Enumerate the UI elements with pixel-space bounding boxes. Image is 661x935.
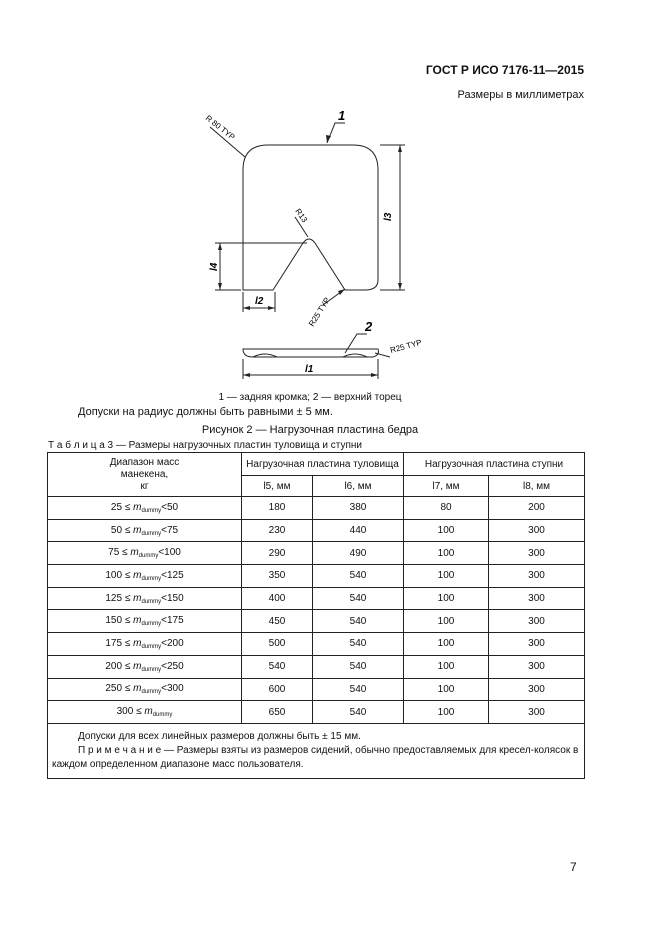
mass-range-cell: $300 \le m_{dummy}$ xyxy=(48,701,242,724)
table-row xyxy=(48,610,585,633)
l7-cell: 100 xyxy=(404,701,489,724)
arrow xyxy=(243,306,250,310)
l5-cell: 540 xyxy=(242,655,313,678)
radius-side-label: R25 TYP xyxy=(389,337,423,355)
mass-range-cell: $100 \le m_{dummy}<125$ xyxy=(48,565,242,588)
l6-cell: 540 xyxy=(313,678,404,701)
arrow xyxy=(398,283,402,290)
l6-cell: 540 xyxy=(313,587,404,610)
header-l7: l7, мм xyxy=(404,476,489,497)
l5-cell: 180 xyxy=(242,497,313,520)
l6-cell: 380 xyxy=(313,497,404,520)
l7-cell: 100 xyxy=(404,678,489,701)
arrow xyxy=(218,283,222,290)
header-l8: l8, мм xyxy=(489,476,585,497)
l5-cell: 400 xyxy=(242,587,313,610)
mass-range-cell: $125 \le m_{dummy}<150$ xyxy=(48,587,242,610)
figure-caption: Рисунок 2 — Нагрузочная пластина бедра xyxy=(201,424,419,436)
mass-range-cell: $200 \le m_{dummy}<250$ xyxy=(48,655,242,678)
arrow xyxy=(268,306,275,310)
callout-1-leader xyxy=(327,123,345,143)
l7-cell: 100 xyxy=(404,587,489,610)
l7-cell: 100 xyxy=(404,655,489,678)
arrow xyxy=(326,135,331,143)
mass-range-cell: $50 \le m_{dummy}<75$ xyxy=(48,519,242,542)
dimensions-table xyxy=(47,452,585,779)
radius-bottom-label: R25 TYP xyxy=(307,295,332,329)
l5-cell: 600 xyxy=(242,678,313,701)
table-row xyxy=(48,655,585,678)
dim-l4-line xyxy=(215,243,307,290)
l8-cell: 300 xyxy=(489,678,585,701)
table-row xyxy=(48,701,585,724)
l7-cell: 100 xyxy=(404,519,489,542)
table-row xyxy=(48,542,585,565)
l8-cell: 300 xyxy=(489,519,585,542)
l6-cell: 440 xyxy=(313,519,404,542)
figure-legend: 1 — задняя кромка; 2 — верхний торец xyxy=(218,392,402,403)
table-footnote xyxy=(52,744,580,772)
l8-cell: 300 xyxy=(489,633,585,656)
table-row xyxy=(48,587,585,610)
l7-cell: 80 xyxy=(404,497,489,520)
l6-cell: 540 xyxy=(313,633,404,656)
mass-range-cell: $25 \le m_{dummy}<50$ xyxy=(48,497,242,520)
arrow xyxy=(243,373,250,377)
dim-l4-label: l4 xyxy=(209,262,220,271)
l5-cell: 650 xyxy=(242,701,313,724)
mass-range-cell: $75 \le m_{dummy}<100$ xyxy=(48,542,242,565)
table-row xyxy=(48,678,585,701)
note-text: — Размеры взяты из размеров сидений, обычно предоставляемых для кресел-колясок в каждом определенном диапазоне масс пользователя. xyxy=(52,744,579,770)
l5-cell: 450 xyxy=(242,610,313,633)
header-mass-range: Диапазон масс манекена, кг xyxy=(48,453,242,497)
l7-cell: 100 xyxy=(404,633,489,656)
l5-cell: 500 xyxy=(242,633,313,656)
l6-cell: 490 xyxy=(313,542,404,565)
page-number: 7 xyxy=(570,860,577,874)
note-label: П р и м е ч а н и е xyxy=(78,744,162,756)
l7-cell: 100 xyxy=(404,610,489,633)
arrow xyxy=(371,373,378,377)
radius-notch-label: R13 xyxy=(293,206,310,225)
l6-cell: 540 xyxy=(313,701,404,724)
dim-l1-label: l1 xyxy=(305,364,314,375)
radius-top-label: R 80 TYP xyxy=(203,113,237,142)
header-torso-plate: Нагрузочная пластина туловища xyxy=(242,453,404,476)
l8-cell: 300 xyxy=(489,565,585,588)
l8-cell: 300 xyxy=(489,701,585,724)
mass-range-cell: $150 \le m_{dummy}<175$ xyxy=(48,610,242,633)
mass-range-cell: $175 \le m_{dummy}<200$ xyxy=(48,633,242,656)
l8-cell: 300 xyxy=(489,587,585,610)
callout-2-leader xyxy=(345,334,367,353)
units-note: Размеры в миллиметрах xyxy=(457,89,584,101)
header-foot-plate: Нагрузочная пластина ступни xyxy=(404,453,585,476)
radius-tolerance: Допуски на радиус должны быть равными ± 5 мм. xyxy=(78,406,333,418)
table-row xyxy=(48,565,585,588)
callout-2-label: 2 xyxy=(365,319,373,334)
side-view-plate xyxy=(243,349,378,357)
table-notes xyxy=(48,723,585,778)
l8-cell: 300 xyxy=(489,610,585,633)
l5-cell: 350 xyxy=(242,565,313,588)
table-title: Т а б л и ц а 3 — Размеры нагрузочных пластин туловища и ступни xyxy=(48,440,363,451)
standard-designation: ГОСТ Р ИСО 7176-11—2015 xyxy=(425,63,584,77)
l6-cell: 540 xyxy=(313,655,404,678)
l7-cell: 100 xyxy=(404,542,489,565)
callout-1-label: 1 xyxy=(338,108,346,123)
mass-range-cell: $250 \le m_{dummy}<300$ xyxy=(48,678,242,701)
header-l6: l6, мм xyxy=(313,476,404,497)
l8-cell: 300 xyxy=(489,655,585,678)
l8-cell: 300 xyxy=(489,542,585,565)
plate-outline xyxy=(243,145,378,290)
l6-cell: 540 xyxy=(313,565,404,588)
thigh-load-plate-drawing xyxy=(195,105,455,385)
dim-l2-label: l2 xyxy=(255,296,264,307)
l7-cell: 100 xyxy=(404,565,489,588)
header-l5: l5, мм xyxy=(242,476,313,497)
l8-cell: 200 xyxy=(489,497,585,520)
table-row xyxy=(48,633,585,656)
tolerance-note: Допуски для всех линейных размеров должны быть ± 15 мм. xyxy=(78,730,361,742)
arrow xyxy=(218,243,222,250)
l5-cell: 230 xyxy=(242,519,313,542)
l6-cell: 540 xyxy=(313,610,404,633)
dim-l3-label: l3 xyxy=(383,212,394,221)
arrow xyxy=(398,145,402,152)
l5-cell: 290 xyxy=(242,542,313,565)
table-row xyxy=(48,519,585,542)
table-row xyxy=(48,497,585,520)
arrow xyxy=(338,289,345,295)
